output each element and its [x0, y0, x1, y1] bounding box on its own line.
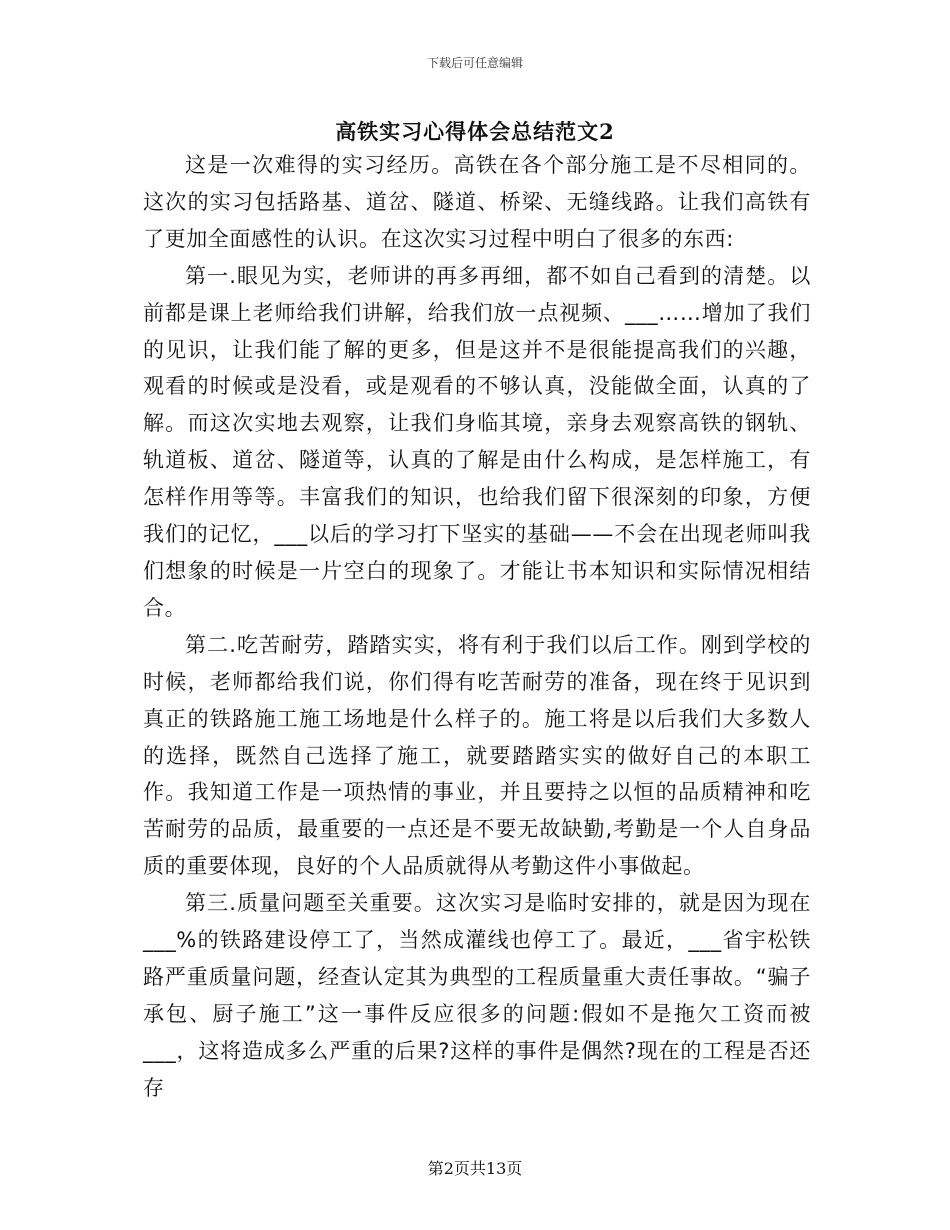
paragraph-second-point: 第二.吃苦耐劳，踏踏实实，将有利于我们以后工作。刚到学校的时候，老师都给我们说，你们得有吃苦耐劳的准备，现在终于见识到真正的铁路施工施工场地是什么样子的。施工将是以后我们大多数人的选择，既然自己选择了施工，就要踏踏实实的做好自己的本职工作。我知道工作是一项热情的事业，并且要持之以恒的品质精神和吃苦耐劳的品质，最重要的一点还是不要无故缺勤,考勤是一个人自身品质的重要体现，良好的个人品质就得从考勤这件小事做起。	[143, 632, 811, 879]
paragraph-first-point: 第一.眼见为实，老师讲的再多再细，都不如自己看到的清楚。以前都是课上老师给我们讲解，给我们放一点视频、___……增加了我们的见识，让我们能了解的更多，但是这并不是很能提高我们的兴趣，观看的时候或是没看，或是观看的不够认真，没能做全面，认真的了解。而这次实地去观察，让我们身临其境，亲身去观察高铁的钢轨、轨道板、道岔、隧道等，认真的了解是由什么构成，是怎样施工，有怎样作用等等。丰富我们的知识，也给我们留下很深刻的印象，方便我们的记忆，___以后的学习打下坚实的基础——不会在出现老师叫我们想象的时候是一片空白的现象了。才能让书本知识和实际情况相结合。	[143, 263, 811, 620]
page-header: 下载后可任意编辑	[426, 56, 523, 70]
document-title: 高铁实习心得体会总结范文2	[335, 119, 615, 144]
page-number-footer: 第2页共13页	[427, 1159, 523, 1178]
paragraph-third-point: 第三.质量问题至关重要。这次实习是临时安排的，就是因为现在___%的铁路建设停工了，当然成灌线也停工了。最近，___省宇松铁路严重质量问题，经查认定其为典型的工程质量重大责任事故。“骗子承包、厨子施工”这一事件反应很多的问题:假如不是拖欠工资而被___，这将造成多么严重的后果?这样的事件是偶然?现在的工程是否还存	[143, 891, 811, 1100]
paragraph-intro: 这是一次难得的实习经历。高铁在各个部分施工是不尽相同的。这次的实习包括路基、道岔、隧道、桥梁、无缝线路。让我们高铁有了更加全面感性的认识。在这次实习过程中明白了很多的东西:	[143, 153, 811, 251]
document-body	[143, 147, 811, 1107]
